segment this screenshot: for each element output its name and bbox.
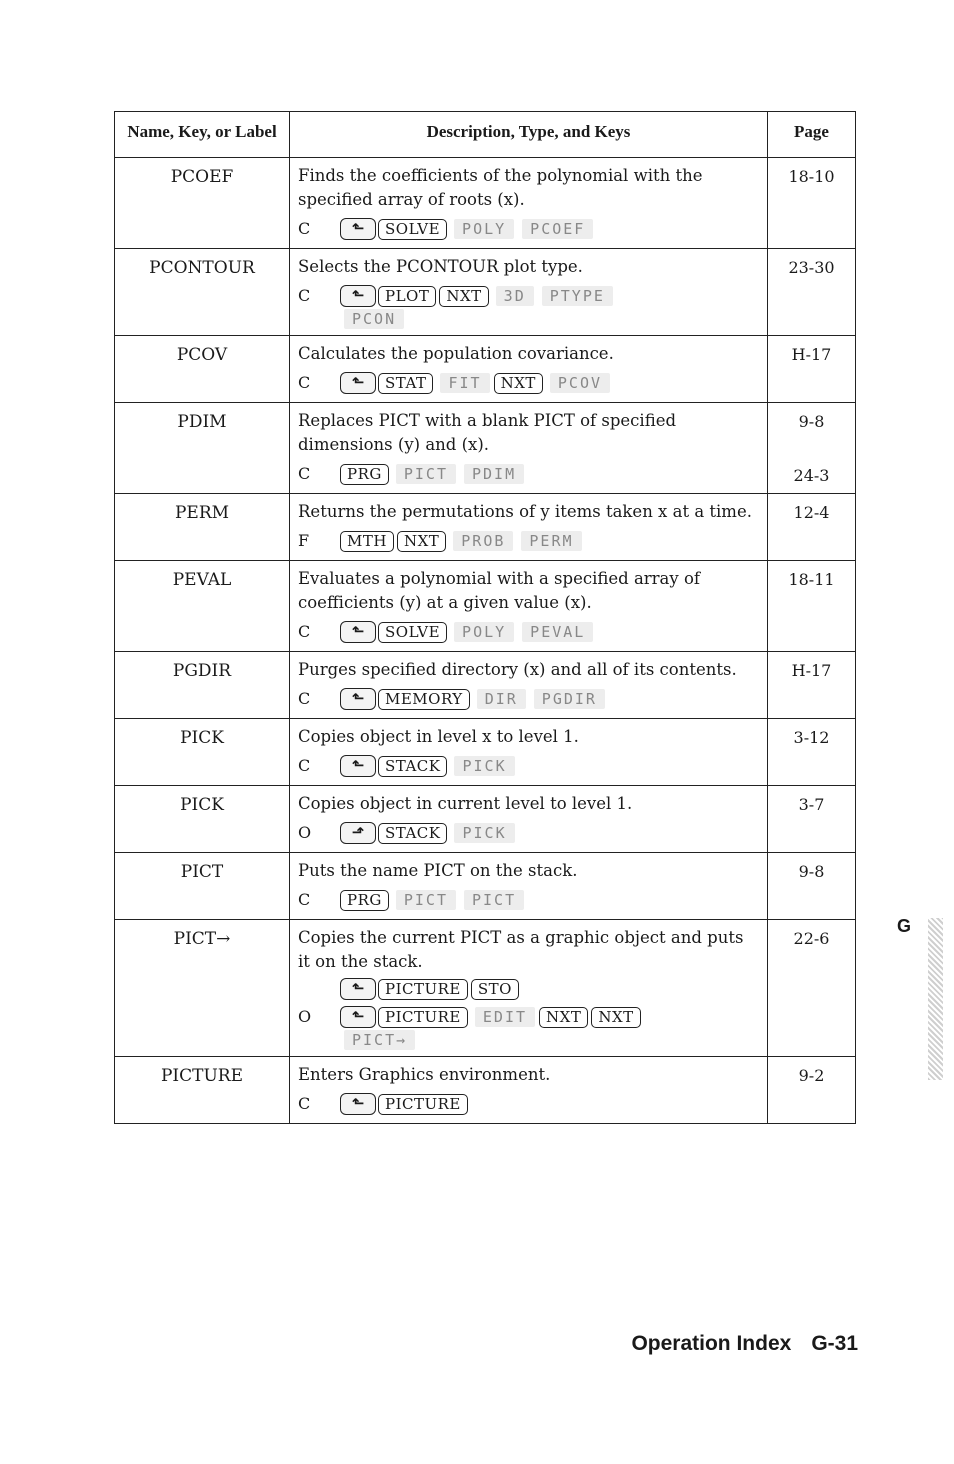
table-row	[115, 561, 856, 652]
operation-description-cell	[290, 158, 768, 249]
page-reference: 3-7	[798, 795, 825, 814]
keyboard-key: PICTURE	[378, 979, 468, 1000]
page-reference: 9-8	[798, 862, 825, 881]
table-row	[115, 403, 856, 494]
keyboard-key: NXT	[439, 286, 488, 307]
keyboard-key: NXT	[494, 373, 543, 394]
keyboard-key: PRG	[340, 890, 389, 911]
keystroke-sequence	[298, 978, 759, 1000]
operation-description: Copies the current PICT as a graphic object and puts it on the stack.	[298, 928, 744, 971]
keystroke-sequence	[298, 283, 759, 309]
header-name: Name, Key, or Label	[115, 112, 290, 158]
operation-description-cell	[290, 561, 768, 652]
keyboard-key: PICTURE	[378, 1094, 468, 1115]
menu-label: PDIM	[464, 464, 524, 484]
operation-description-cell	[290, 336, 768, 403]
table-row	[115, 336, 856, 403]
operation-description-cell	[290, 920, 768, 1057]
left-shift-key-icon: ⬑	[340, 372, 376, 394]
operation-description: Copies object in level x to level 1.	[298, 727, 579, 746]
menu-label: PERM	[521, 531, 581, 551]
operation-description-cell	[290, 786, 768, 853]
keystroke-sequence	[298, 619, 759, 645]
footer-title: Operation Index	[631, 1332, 792, 1355]
page-reference-cell	[768, 336, 856, 403]
page-reference: 9-8	[798, 412, 825, 431]
menu-label: PICT	[396, 890, 456, 910]
table-row	[115, 853, 856, 920]
page-reference-cell	[768, 249, 856, 336]
page-reference: 12-4	[793, 503, 830, 522]
operation-name: PICT→	[115, 920, 290, 1057]
operation-description-cell	[290, 719, 768, 786]
type-code: C	[298, 464, 311, 483]
right-shift-key-icon: ⬏	[340, 822, 376, 844]
section-tab-marker	[928, 918, 943, 1080]
menu-label: DIR	[477, 689, 526, 709]
operation-name: PCONTOUR	[115, 249, 290, 336]
left-shift-key-icon: ⬑	[340, 218, 376, 240]
page-reference-cell	[768, 403, 856, 494]
menu-label: PCON	[344, 309, 404, 329]
type-code: C	[298, 622, 311, 641]
operation-description-cell	[290, 652, 768, 719]
operation-description-cell	[290, 403, 768, 494]
menu-label: PCOEF	[522, 219, 593, 239]
type-code: O	[298, 1007, 312, 1026]
left-shift-key-icon: ⬑	[340, 285, 376, 307]
keyboard-key: SOLVE	[378, 219, 447, 240]
page-reference-cell	[768, 494, 856, 561]
type-code: C	[298, 219, 311, 238]
type-code: C	[298, 689, 311, 708]
table-row	[115, 158, 856, 249]
keyboard-key: PRG	[340, 464, 389, 485]
page-reference: 3-12	[793, 728, 830, 747]
operation-description: Returns the permutations of y items taken x at a time.	[298, 502, 752, 521]
operation-name: PICK	[115, 719, 290, 786]
operation-index-table	[114, 111, 856, 1124]
page-reference-cell	[768, 786, 856, 853]
menu-label: PICT	[396, 464, 456, 484]
menu-label: PICK	[454, 823, 514, 843]
menu-label: POLY	[454, 622, 514, 642]
operation-description: Calculates the population covariance.	[298, 344, 614, 363]
page-reference-cell	[768, 920, 856, 1057]
menu-label: PICK	[454, 756, 514, 776]
keystroke-sequence	[298, 528, 759, 554]
operation-description-cell	[290, 1057, 768, 1124]
operation-description: Purges specified directory (x) and all of its contents.	[298, 660, 737, 679]
left-shift-key-icon: ⬑	[340, 688, 376, 710]
menu-label: FIT	[440, 373, 489, 393]
section-letter: G	[897, 916, 912, 936]
table-body	[115, 158, 856, 1124]
page-reference: H-17	[791, 345, 832, 364]
table-row	[115, 786, 856, 853]
menu-label: PICT→	[344, 1030, 415, 1050]
page-reference: 9-2	[798, 1066, 825, 1085]
header-description: Description, Type, and Keys	[290, 112, 768, 158]
menu-label: PTYPE	[542, 286, 613, 306]
page-footer	[631, 1332, 858, 1356]
operation-name: PCOEF	[115, 158, 290, 249]
page-reference-secondary: 24-3	[793, 466, 830, 485]
keystroke-sequence	[298, 370, 759, 396]
keystroke-sequence	[298, 461, 759, 487]
operation-name: PCOV	[115, 336, 290, 403]
table-header-row	[115, 112, 856, 158]
keystroke-sequence	[298, 1030, 759, 1050]
menu-label: PICT	[464, 890, 524, 910]
page-reference: H-17	[791, 661, 832, 680]
operation-description-cell	[290, 494, 768, 561]
type-code: C	[298, 286, 311, 305]
keystroke-sequence	[298, 820, 759, 846]
table-row	[115, 920, 856, 1057]
keystroke-sequence	[298, 887, 759, 913]
page-reference: 18-10	[788, 167, 835, 186]
keyboard-key: STO	[471, 979, 519, 1000]
keyboard-key: SOLVE	[378, 622, 447, 643]
type-code: C	[298, 890, 311, 909]
keyboard-key: NXT	[397, 531, 446, 552]
type-code: C	[298, 373, 311, 392]
menu-label: PEVAL	[522, 622, 593, 642]
footer-page-number: G-31	[811, 1332, 858, 1355]
keystroke-sequence	[298, 216, 759, 242]
table-row	[115, 1057, 856, 1124]
keyboard-key: STAT	[378, 373, 433, 394]
operation-description: Copies object in current level to level 1.	[298, 794, 633, 813]
menu-label: EDIT	[475, 1007, 535, 1027]
operation-name: PGDIR	[115, 652, 290, 719]
table-row	[115, 249, 856, 336]
keyboard-key: STACK	[378, 756, 447, 777]
keystroke-sequence	[298, 686, 759, 712]
keyboard-key: MEMORY	[378, 689, 470, 710]
page-reference-cell	[768, 652, 856, 719]
table-row	[115, 494, 856, 561]
page-reference-cell	[768, 561, 856, 652]
menu-label: PROB	[453, 531, 513, 551]
operation-description-cell	[290, 853, 768, 920]
operation-description: Replaces PICT with a blank PICT of specified dimensions (y) and (x).	[298, 411, 677, 454]
menu-label: PCOV	[550, 373, 610, 393]
type-code: O	[298, 823, 312, 842]
page-reference-cell	[768, 1057, 856, 1124]
menu-label: POLY	[454, 219, 514, 239]
left-shift-key-icon: ⬑	[340, 1093, 376, 1115]
keyboard-key: NXT	[591, 1007, 640, 1028]
operation-description: Puts the name PICT on the stack.	[298, 861, 578, 880]
operation-description-cell	[290, 249, 768, 336]
operation-name: PICK	[115, 786, 290, 853]
operation-description: Selects the PCONTOUR plot type.	[298, 257, 583, 276]
type-code: C	[298, 1094, 311, 1113]
left-shift-key-icon: ⬑	[340, 755, 376, 777]
operation-name: PICT	[115, 853, 290, 920]
keystroke-sequence	[298, 309, 759, 329]
operation-description: Evaluates a polynomial with a specified array of coefficients (y) at a given value (x).	[298, 569, 701, 612]
type-code: F	[298, 531, 310, 550]
page-reference: 23-30	[788, 258, 835, 277]
left-shift-key-icon: ⬑	[340, 1006, 376, 1028]
keyboard-key: MTH	[340, 531, 394, 552]
operation-name: PERM	[115, 494, 290, 561]
page-reference-cell	[768, 158, 856, 249]
page-reference: 22-6	[793, 929, 830, 948]
keyboard-key: PICTURE	[378, 1007, 468, 1028]
operation-description: Enters Graphics environment.	[298, 1065, 551, 1084]
operation-name: PICTURE	[115, 1057, 290, 1124]
operation-description: Finds the coefficients of the polynomial with the specified array of roots (x).	[298, 166, 703, 209]
page-reference-cell	[768, 719, 856, 786]
keystroke-sequence	[298, 1091, 759, 1117]
type-code: C	[298, 756, 311, 775]
keyboard-key: NXT	[539, 1007, 588, 1028]
page-reference: 18-11	[788, 570, 835, 589]
menu-label: PGDIR	[534, 689, 605, 709]
left-shift-key-icon: ⬑	[340, 978, 376, 1000]
table-row	[115, 652, 856, 719]
keystroke-sequence	[298, 753, 759, 779]
keystroke-sequence	[298, 1004, 759, 1030]
keyboard-key: STACK	[378, 823, 447, 844]
menu-label: 3D	[496, 286, 534, 306]
keyboard-key: PLOT	[378, 286, 436, 307]
operation-name: PDIM	[115, 403, 290, 494]
left-shift-key-icon: ⬑	[340, 621, 376, 643]
operation-name: PEVAL	[115, 561, 290, 652]
page-reference-cell	[768, 853, 856, 920]
table-row	[115, 719, 856, 786]
header-page: Page	[768, 112, 856, 158]
